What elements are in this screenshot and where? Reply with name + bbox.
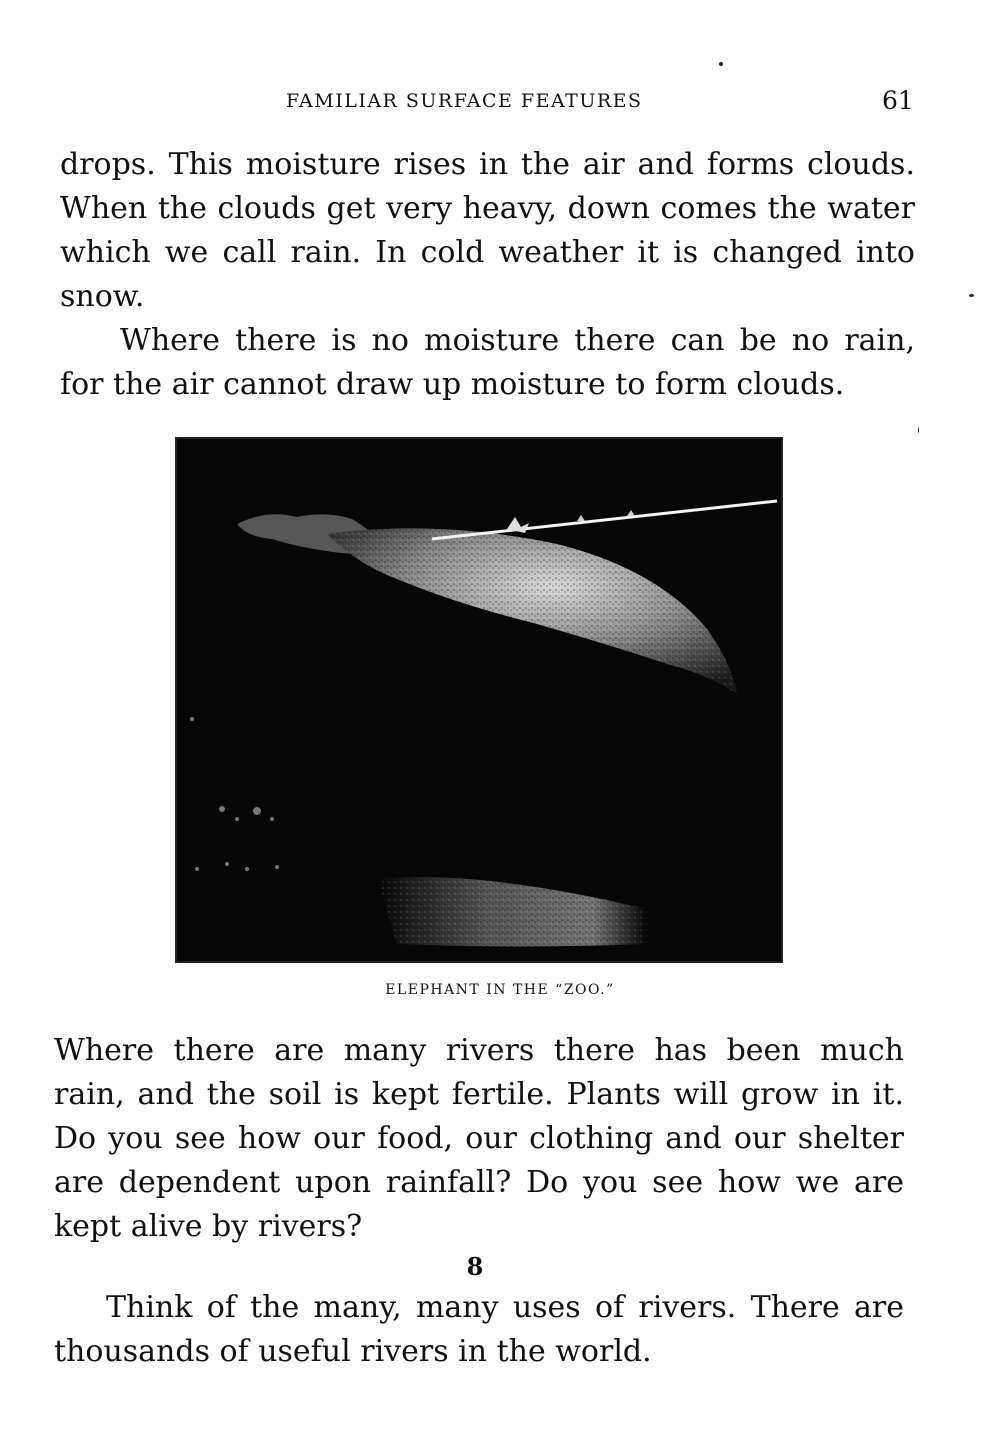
page-number: 61 <box>882 86 914 115</box>
elephant-photo-image <box>177 439 781 961</box>
print-speck <box>918 427 919 433</box>
paragraph-rain-formation: drops. This moisture rises in the air and forms clouds. When the clouds get very heavy, down comes the water which we call rain. In cold weather it is changed into snow. <box>60 147 915 314</box>
print-speck <box>719 62 723 66</box>
paragraph-no-moisture: Where there is no moisture there can be no rain, for the air cannot draw up moisture to form clouds. <box>60 323 915 402</box>
elephant-photo <box>175 437 783 963</box>
paragraph-rivers-rain: Where there are many rivers there has been much rain, and the soil is kept fertile. Plants will grow in it. Do you see how our food, our clothing and our shelter are dependent upon rainfall? Do you see how we are kept alive by rivers? <box>54 1033 904 1244</box>
page-header <box>0 88 1000 120</box>
figure-caption: ELEPHANT IN THE “ZOO.” <box>385 982 615 998</box>
section-number: 8 <box>466 1252 484 1281</box>
paragraph-uses-of-rivers: Think of the many, many uses of rivers. There are thousands of useful rivers in the world. <box>54 1290 904 1369</box>
print-speck <box>969 294 974 297</box>
running-head: FAMILIAR SURFACE FEATURES <box>286 90 643 112</box>
